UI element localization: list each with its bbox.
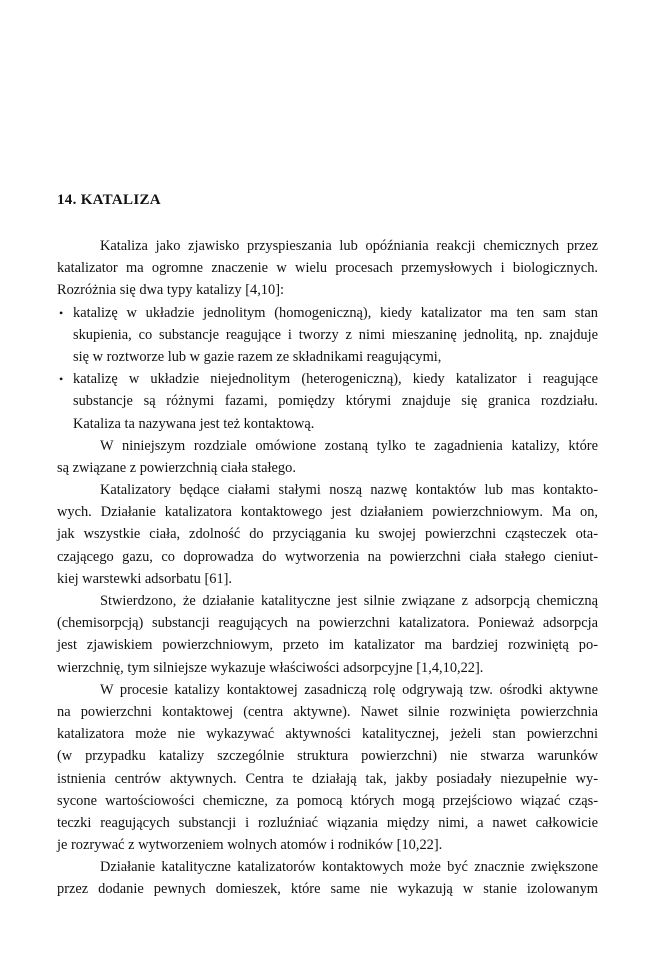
text-line: są związane z powierzchnią ciała stałego. — [57, 459, 296, 476]
text-line: teczki reagujących substancji i rozluźniać wiązania między nimi, a nawet całkowicie — [57, 814, 598, 831]
text-line: Rozróżnia się dwa typy katalizy [4,10]: — [57, 282, 284, 299]
bullet-icon: • — [59, 372, 64, 387]
text-line: przez dodanie pewnych domieszek, które same nie wykazują w stanie izolowanym — [57, 881, 598, 898]
bullet-item-heterogeneous — [57, 368, 598, 435]
text-line: jak wszystkie ciała, zdolność do przyciągania ku swojej powierzchni cząsteczek ota- — [57, 526, 598, 543]
bullet-item-homogeneous — [57, 302, 598, 369]
text-line: wierzchnię, tym silniejsze wykazuje właściwości adsorpcyjne [1,4,10,22]. — [57, 659, 484, 676]
bullet-icon: • — [59, 305, 64, 320]
text-line: skupienia, co substancje reagujące i tworzy z nimi mieszaninę jednolitą, np. znajduje — [73, 326, 598, 343]
text-line: W procesie katalizy kontaktowej zasadniczą rolę odgrywają tzw. ośrodki aktywne — [100, 681, 598, 698]
text-line: Katalizatory będące ciałami stałymi noszą nazwę kontaktów lub mas kontakto- — [100, 482, 598, 499]
paragraph-chemisorption — [57, 590, 598, 679]
paragraph-active-centers — [57, 679, 598, 857]
text-line: Stwierdzono, że działanie katalityczne jest silnie związane z adsorpcją chemiczną — [100, 593, 598, 609]
text-line: się w roztworze lub w gazie razem ze składnikami reagującymi, — [73, 348, 442, 365]
text-line: istnienia centrów aktywnych. Centra te działają tak, jakby posiadały niezupełnie wy- — [57, 770, 598, 787]
paragraph-scope — [57, 435, 598, 479]
paragraph-promoters — [57, 856, 598, 900]
text-line: je rozrywać z wytworzeniem wolnych atomów i rodników [10,22]. — [57, 837, 443, 854]
text-line: kiej warstewki adsorbatu [61]. — [57, 570, 233, 587]
text-line: katalizę w układzie jednolitym (homogeniczną), kiedy katalizator ma ten sam stan — [73, 304, 598, 321]
text-line: (w przypadku katalizy szczególnie struktura powierzchni) nie stwarza warunków — [57, 748, 598, 765]
text-line: Kataliza ta nazywana jest też kontaktową. — [73, 415, 315, 432]
text-line: katalizę w układzie niejednolitym (heterogeniczną), kiedy katalizator i reagujące — [73, 371, 598, 388]
paragraph-intro — [57, 235, 598, 302]
text-line: czającego gazu, co doprowadza do wytworzenia na powierzchni ciała stałego cieniut- — [57, 548, 598, 565]
text-line: Kataliza jako zjawisko przyspieszania lub opóźniania reakcji chemicznych przez — [100, 238, 598, 254]
text-line: katalizator ma ogromne znaczenie w wielu procesach przemysłowych i biologicznych. — [57, 260, 598, 277]
paragraph-contacts — [57, 479, 598, 590]
body-text — [57, 235, 598, 901]
text-line: na powierzchni kontaktowej (centra aktywne). Nawet silnie rozwinięta powierzchnia — [57, 703, 598, 720]
text-line: Działanie katalityczne katalizatorów kontaktowych może być znacznie zwiększone — [100, 859, 598, 876]
text-line: (chemisorpcją) substancji reagujących na powierzchni katalizatora. Ponieważ adsorpcja — [57, 615, 598, 632]
text-line: jest zjawiskiem powierzchniowym, przeto im katalizator ma bardziej rozwiniętą po- — [57, 637, 598, 654]
text-line: wych. Działanie katalizatora kontaktowego jest działaniem powierzchniowym. Ma on, — [57, 504, 598, 521]
text-line: sycone wartościowości chemiczne, za pomocą których mogą przejściowo wiązać cząs- — [57, 792, 598, 809]
text-line: katalizatora może nie wykazywać aktywności katalitycznej, jeżeli stan powierzchni — [57, 726, 598, 743]
section-title: 14. KATALIZA — [57, 192, 161, 208]
text-line: W niniejszym rozdziale omówione zostaną tylko te zagadnienia katalizy, które — [100, 437, 598, 454]
text-line: substancje są różnymi fazami, pomiędzy którymi znajduje się granica rozdziału. — [73, 393, 598, 410]
